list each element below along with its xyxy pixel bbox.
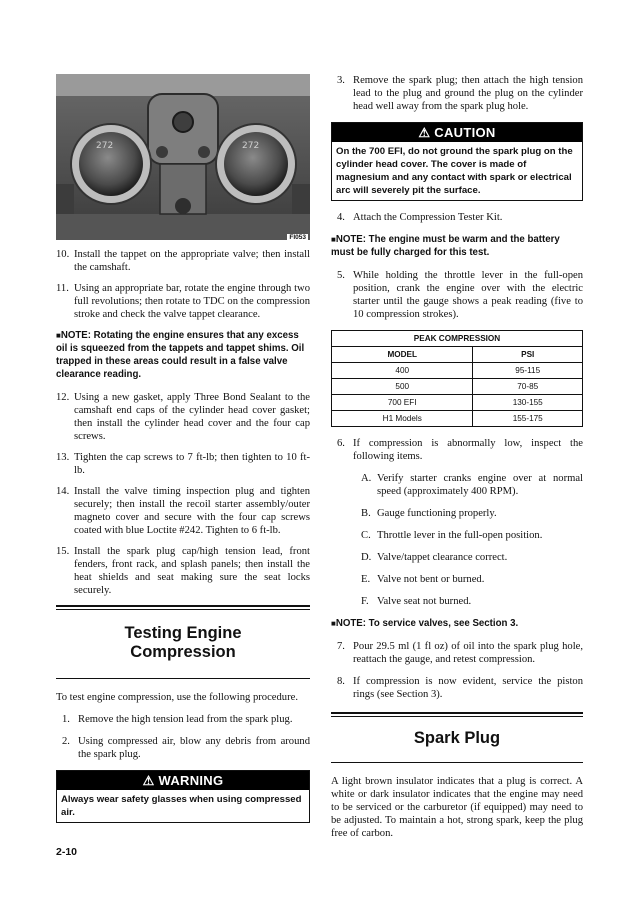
step-15: 15. Install the spark plug cap/high tension lead, front fenders, front rack, and splash panels; then install the heat shields and seat making sure the seat locks securely. [56,546,310,596]
note-bullet-icon: ■ [331,235,336,244]
step-4: 4. Attach the Compression Tester Kit. [337,212,503,223]
inspect-item-a: A. Verify starter cranks engine over at normal speed (approximately 400 RPM). [361,473,583,497]
table-row: 500 70-85 [332,379,583,395]
section-title-compression: Testing Engine Compression [124,624,242,661]
step-14: 14. Install the valve timing inspection plug and tighten securely; then install the recoil starter assembly/outer magneto cover and secure with the four cap screws coated with blue Loctite #242. Tighten to 6 ft-lb. [56,486,310,536]
inspect-item-e: E. Valve not bent or burned. [361,574,485,585]
section-title-spark-plug: Spark Plug [413,729,501,747]
inspect-item-b: B. Gauge functioning properly. [361,508,497,519]
table-row: 700 EFI 130-155 [332,395,583,411]
step-3: 3. Remove the spark plug; then attach the high tension lead to the plug and ground the plug on the cylinder head well away from the spark plug hole. [337,75,583,112]
step-5: 5. While holding the throttle lever in the full-open position, crank the engine over with the electric starter until the gauge shows a peak reading (five to 10 compression strokes). [337,270,583,320]
table-caption: PEAK COMPRESSION [332,331,583,347]
figure-id: FI053 [289,234,306,240]
step-13: 13. Tighten the cap screws to 7 ft-lb; then tighten to 10 ft-lb. [56,452,310,476]
step-10: 10. Install the tappet on the appropriate valve; then install the camshaft. [56,249,310,273]
table-header-psi: PSI [473,347,583,363]
tappet-mark-left: 272 [96,141,114,151]
step-2: 2. Using compressed air, blow any debris from around the spark plug. [62,736,310,760]
inspect-item-f: F. Valve seat not burned. [361,596,472,607]
tappet-mark-right: 272 [242,141,260,151]
table-header-model: MODEL [332,347,473,363]
step-1: 1. Remove the high tension lead from the spark plug. [62,714,293,725]
inspect-item-d: D. Valve/tappet clearance correct. [361,552,508,563]
compression-intro: To test engine compression, use the following procedure. [56,692,298,703]
engine-tappet-photo [56,74,310,240]
table-row: 400 95-115 [332,363,583,379]
note-bullet-icon: ■ [331,619,336,628]
note-service-valves: ■NOTE: To service valves, see Section 3. [331,618,519,629]
caution-header: ⚠ CAUTION [332,123,582,142]
step-11: 11. Using an appropriate bar, rotate the engine through two full revolutions; then rotate to TDC on the compression stroke and check the valve tappet clearance. [56,283,310,320]
warning-header: ⚠ WARNING [57,771,309,790]
note-bullet-icon: ■ [56,331,61,340]
peak-compression-table [331,330,583,427]
step-6: 6. If compression is abnormally low, inspect the following items. [337,438,583,462]
caution-text: On the 700 EFI, do not ground the spark plug on the cylinder head cover. The cover is made of magnesium and any contact with spark or electrical arc will severely pit the surface. [336,146,573,196]
left-column [56,74,310,833]
step-12: 12. Using a new gasket, apply Three Bond Sealant to the camshaft end caps of the cylinder head cover gasket; then install the cylinder head cover and the four cap screws. [56,392,310,442]
note-rotating-engine: ■NOTE: Rotating the engine ensures that any excess oil is squeezed from the tappets and tappet shims. Oil trapped in these areas could result in a false valve clearance reading. [56,330,305,380]
step-8: 8. If compression is now evident, service the piston rings (see Section 3). [337,676,583,700]
warning-triangle-icon: ⚠ [142,773,155,788]
warning-text: Always wear safety glasses when using compressed air. [61,794,302,818]
note-engine-warm: ■NOTE: The engine must be warm and the battery must be fully charged for this test. [331,234,560,258]
page-number: 2-10 [56,846,78,858]
step-7: 7. Pour 29.5 ml (1 fl oz) of oil into the spark plug hole, reattach the gauge, and retest compression. [337,641,583,665]
warning-box [56,770,310,823]
table-row: H1 Models 155-175 [332,411,583,427]
right-column [331,74,583,849]
caution-box [331,122,583,201]
caution-triangle-icon: ⚠ [418,125,431,140]
engine-photo-illustration [56,74,310,240]
spark-plug-text: A light brown insulator indicates that a plug is correct. A white or dark insulator indicates that the engine may need to be serviced or the carburetor (if equipped) may need to be adjusted. To maintain a hot, strong spark, keep the plug free of carbon. [331,776,583,839]
inspect-item-c: C. Throttle lever in the full-open position. [361,530,543,541]
